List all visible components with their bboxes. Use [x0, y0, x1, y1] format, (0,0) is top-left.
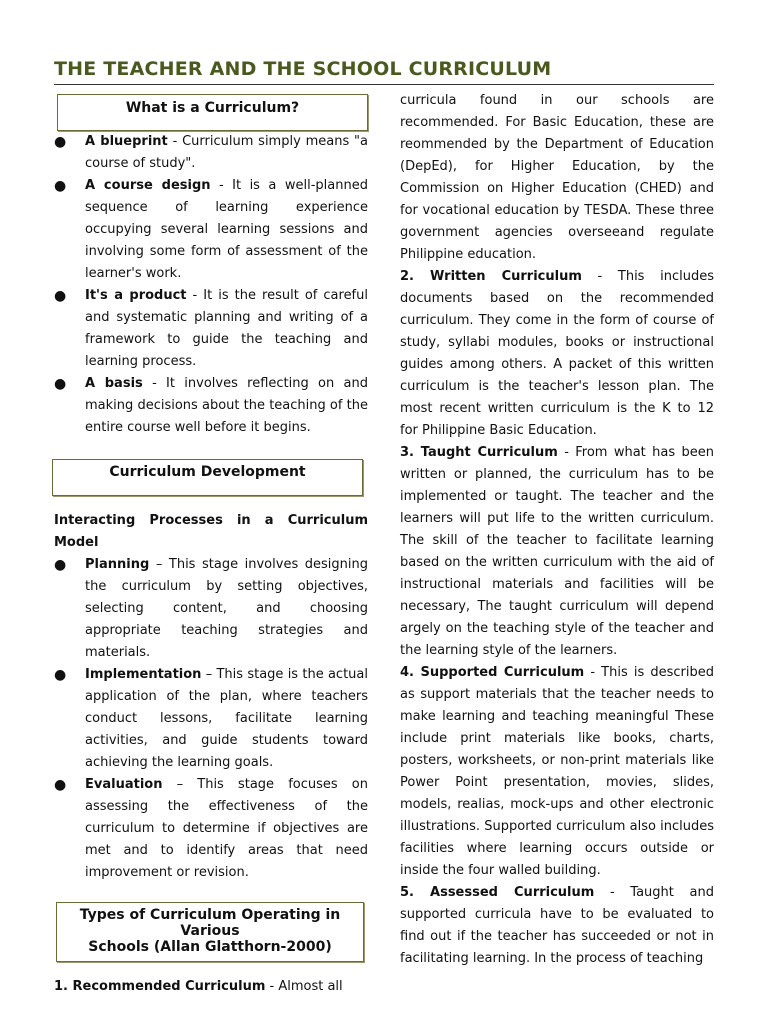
list-item: [54, 664, 368, 774]
item-text: – This stage focuses on assessing the effectiveness of the curriculum to determine if objectives are met and to identify areas that need improvement or revision.: [85, 777, 368, 880]
item-text: - It is the result of careful and systematic planning and writing of a framework to guide the teaching and learning process.: [85, 288, 368, 369]
box-heading-line: Various: [180, 923, 240, 939]
left-column: [54, 90, 368, 998]
process-list: [54, 554, 368, 884]
item-text: – This stage involves designing the curriculum by setting objectives, selecting content, and choosing appropriate teaching strategies and materials.: [85, 557, 368, 660]
item-term: 1. Recommended Curriculum: [54, 979, 266, 994]
item-term: A basis: [85, 376, 143, 391]
bullet-icon: ●: [54, 376, 67, 392]
item-text: - Curriculum simply means "a course of study".: [85, 134, 368, 171]
right-column: [400, 90, 714, 970]
subheading: Interacting Processes in a Curriculum Model: [54, 513, 368, 550]
curriculum-type-paragraph: [400, 662, 714, 882]
section-box-what-is-curriculum: What is a Curriculum?: [57, 94, 368, 131]
list-item: [54, 373, 368, 439]
continuation-paragraph: curricula found in our schools are recommended. For Basic Education, these are reommended by the Department of Education (DepEd), for Higher Education, by the Commission on Higher Education (CHED) and for vocational education by TESDA. These three government agencies overseeand regulate Philippine education.: [400, 93, 714, 262]
curriculum-type-paragraph: [400, 266, 714, 442]
item-term: 5. Assessed Curriculum: [400, 885, 595, 900]
list-item: [54, 285, 368, 373]
title-underline: [54, 84, 714, 85]
bullet-icon: ●: [54, 777, 67, 793]
section-box-types-of-curriculum: [56, 902, 364, 962]
page-title: THE TEACHER AND THE SCHOOL CURRICULUM: [54, 58, 552, 80]
bullet-icon: ●: [54, 557, 67, 573]
item-term: 4. Supported Curriculum: [400, 665, 585, 680]
item-term: A blueprint: [85, 134, 168, 149]
list-item: [54, 175, 368, 285]
list-item: [54, 131, 368, 175]
section-box-curriculum-development: Curriculum Development: [52, 459, 363, 496]
bullet-icon: ●: [54, 667, 67, 683]
box-heading-line: Schools (Allan Glatthorn-2000): [88, 939, 332, 955]
item-term: It's a product: [85, 288, 187, 303]
item-text: - It involves reflecting on and making decisions about the teaching of the entire course well before it begins.: [85, 376, 368, 435]
item-text: - This includes documents based on the recommended curriculum. They come in the form of course of study, syllabi modules, books or instructional guides among others. A packet of this written curriculum is the teacher's lesson plan. The most recent written curriculum is the K to 12 for Philippine Basic Education.: [400, 269, 714, 438]
item-text: - Taught and supported curricula have to be evaluated to find out if the teacher has succeeded or not in facilitating learning. In the process of teaching: [400, 885, 714, 966]
item-term: 2. Written Curriculum: [400, 269, 582, 284]
item-text: – This stage is the actual application of the plan, where teachers conduct lessons, facilitate learning activities, and guide students toward achieving the learning goals.: [85, 667, 368, 770]
bullet-icon: ●: [54, 178, 67, 194]
item-text: - This is described as support materials that the teacher needs to make learning and teaching meaningful These include print materials like books, charts, posters, worksheets, or non-print materials like Power Point presentation, movies, slides, models, realias, mock-ups and other electronic illustrations. Supported curriculum also includes facilities where learning occurs outside or inside the four walled building.: [400, 665, 714, 878]
list-item: [54, 774, 368, 884]
item-term: Implementation: [85, 667, 202, 682]
recommended-curriculum-paragraph: [54, 976, 368, 998]
bullet-icon: ●: [54, 288, 67, 304]
curriculum-type-paragraph: [400, 882, 714, 970]
bullet-icon: ●: [54, 134, 67, 150]
item-text: - It is a well-planned sequence of learning experience occupying several learning sessions and involving some form of assessment of the learner's work.: [85, 178, 368, 281]
item-term: A course design: [85, 178, 211, 193]
item-term: Evaluation: [85, 777, 163, 792]
item-term: 3. Taught Curriculum: [400, 445, 558, 460]
item-text: - From what has been written or planned, the curriculum has to be implemented or taught. The teacher and the learners will put life to the written curriculum. The skill of the teacher to facilitate learning based on the written curriculum with the aid of instructional materials and facilities will be necessary, The taught curriculum will depend argely on the teaching style of the teacher and the learning style of the learners.: [400, 445, 714, 658]
curriculum-type-paragraph: [400, 442, 714, 662]
item-term: Planning: [85, 557, 150, 572]
item-text: - Almost all: [265, 979, 343, 994]
list-item: [54, 554, 368, 664]
curriculum-definitions-list: [54, 131, 368, 439]
box-heading-line: Types of Curriculum Operating in: [79, 907, 341, 923]
